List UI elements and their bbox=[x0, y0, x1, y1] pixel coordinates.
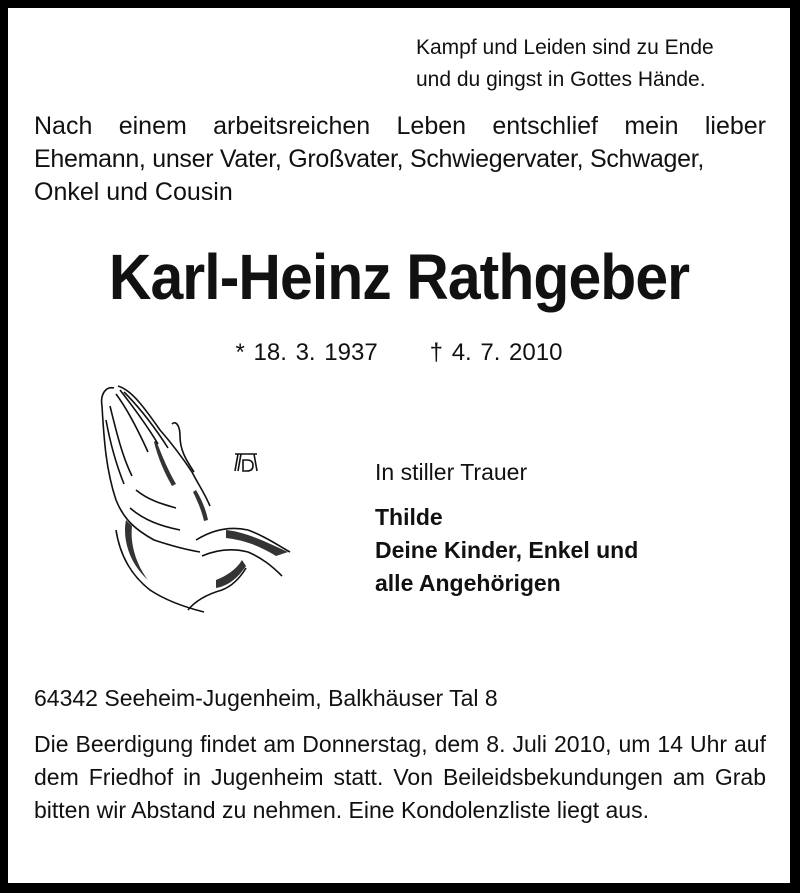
birth-date: * 18. 3. 1937 bbox=[235, 339, 378, 366]
verse bbox=[416, 32, 714, 96]
life-dates bbox=[8, 339, 790, 367]
mourners-list bbox=[375, 501, 638, 600]
mourner-name: Thilde bbox=[375, 504, 443, 530]
praying-hands-icon bbox=[76, 380, 306, 620]
mourning-label: In stiller Trauer bbox=[375, 459, 528, 485]
death-date: † 4. 7. 2010 bbox=[429, 339, 563, 366]
verse-line-1: Kampf und Leiden sind zu Ende bbox=[416, 36, 714, 59]
mourner-name: Deine Kinder, Enkel und bbox=[375, 537, 639, 563]
obituary-card bbox=[8, 8, 790, 883]
intro-line-1: Nach einem arbeitsreichen Leben entschlief mein lieber bbox=[34, 112, 766, 140]
intro-text bbox=[34, 110, 766, 209]
monogram-icon bbox=[233, 451, 259, 478]
verse-line-2: und du gingst in Gottes Hände. bbox=[416, 68, 706, 91]
deceased-name: Karl-Heinz Rathgeber bbox=[108, 241, 690, 313]
intro-line-2: Ehemann, unser Vater, Großvater, Schwiegervater, Schwager, bbox=[34, 145, 704, 173]
mourner-name: alle Angehörigen bbox=[375, 570, 561, 596]
intro-line-3: Onkel und Cousin bbox=[34, 178, 233, 206]
funeral-notice: Die Beerdigung findet am Donnerstag, dem 8. Juli 2010, um 14 Uhr auf dem Friedhof in Jugenheim statt. Von Beileidsbekundungen am Grab bitten wir Abstand zu nehmen. Eine Kondolenzliste liegt aus. bbox=[34, 731, 766, 823]
address: 64342 Seeheim-Jugenheim, Balkhäuser Tal 8 bbox=[34, 685, 498, 711]
